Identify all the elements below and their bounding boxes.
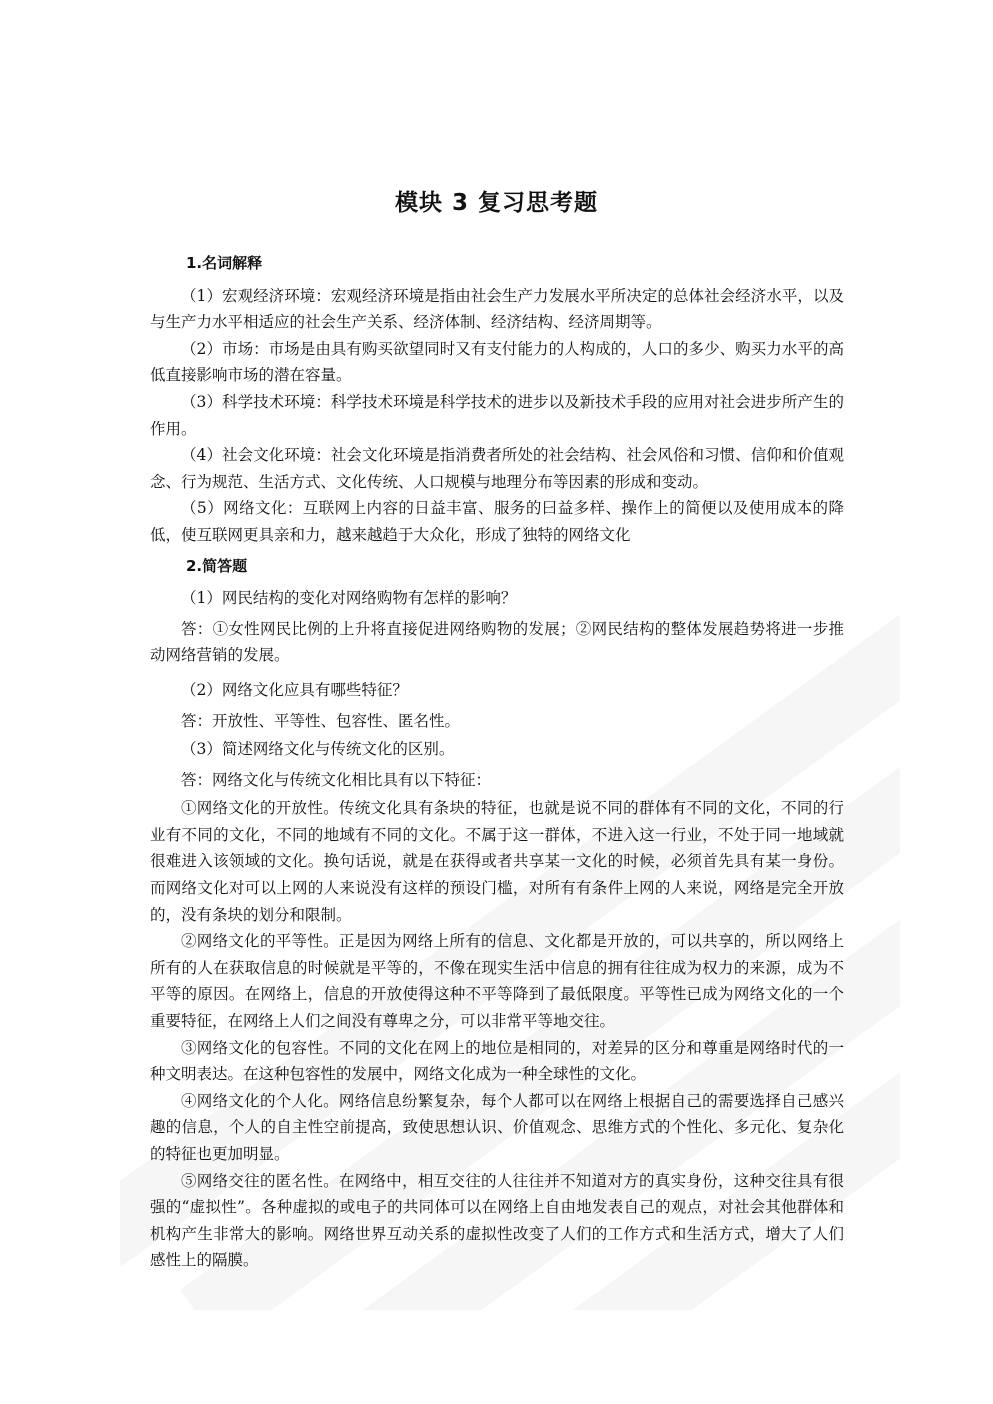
question: （3）简述网络文化与传统文化的区别。 <box>181 740 455 759</box>
term-definition: （2）市场：市场是由具有购买欲望同时又有支付能力的人构成的，人口的多少、购买力水平的高低直接影响市场的潜在容量。 <box>150 339 844 385</box>
answer: 答：网络文化与传统文化相比具有以下特征： <box>181 770 492 789</box>
answer: 答：①女性网民比例的上升将直接促进网络购物的发展；②网民结构的整体发展趋势将进一步推动网络营销的发展。 <box>150 619 844 665</box>
document-body <box>150 250 844 1274</box>
term-definition: （1）宏观经济环境：宏观经济环境是指由社会生产力发展水平所决定的总体社会经济水平，以及与生产力水平相适应的社会生产关系、经济体制、经济结构、经济周期等。 <box>150 286 844 332</box>
answer: 答：开放性、平等性、包容性、匿名性。 <box>181 711 461 730</box>
page-title: 模块 3 复习思考题 <box>394 190 599 216</box>
answer-point: ①网络文化的开放性。传统文化具有条块的特征，也就是说不同的群体有不同的文化，不同的行业有不同的文化，不同的地域有不同的文化。不属于这一群体，不进入这一行业，不处于同一地域就很难进入该领域的文化。换句话说，就是在获得或者共享某一文化的时候，必须首先具有某一身份。而网络文化对可以上网的人来说没有这样的预设门槛，对所有有条件上网的人来说，网络是完全开放的，没有条块的划分和限制。 <box>150 799 844 924</box>
answer-point: ③网络文化的包容性。不同的文化在网上的地位是相同的，对差异的区分和尊重是网络时代的一种文明表达。在这种包容性的发展中，网络文化成为一种全球性的文化。 <box>150 1038 844 1084</box>
question: （2）网络文化应具有哪些特征？ <box>181 680 408 699</box>
term-definition: （4）社会文化环境：社会文化环境是指消费者所处的社会结构、社会风俗和习惯、信仰和价值观念、行为规范、生活方式、文化传统、人口规模与地理分布等因素的形成和变动。 <box>150 446 844 491</box>
section-heading-2: 2.简答题 <box>186 556 248 575</box>
answer-point: ④网络文化的个人化。网络信息纷繁复杂，每个人都可以在网络上根据自己的需要选择自己感兴趣的信息，个人的自主性空前提高，致使思想认识、价值观念、思维方式的个性化、多元化、复杂化的特征也更加明显。 <box>150 1091 844 1163</box>
answer-point: ⑤网络交往的匿名性。在网络中，相互交往的人往往并不知道对方的真实身份，这种交往具有很强的“虚拟性”。各种虚拟的或电子的共同体可以在网络上自由地发表自己的观点，对社会其他群体和机构产生非常大的影响。网络世界互动关系的虚拟性改变了人们的工作方式和生活方式，增大了人们感性上的隔膜。 <box>150 1171 844 1270</box>
answer-point: ②网络文化的平等性。正是因为网络上所有的信息、文化都是开放的，可以共享的，所以网络上所有的人在获取信息的时候就是平等的，不像在现实生活中信息的拥有往往成为权力的来源，成为不平等的原因。在网络上，信息的开放使得这种不平等降到了最低限度。平等性已成为网络文化的一个重要特征，在网络上人们之间没有尊卑之分，可以非常平等地交往。 <box>150 932 844 1031</box>
term-definition: （3）科学技术环境：科学技术环境是科学技术的进步以及新技术手段的应用对社会进步所产生的作用。 <box>150 392 844 438</box>
question: （1）网民结构的变化对网络购物有怎样的影响？ <box>181 589 517 608</box>
section-heading-1: 1.名词解释 <box>186 254 263 272</box>
term-definition: （5）网络文化：互联网上内容的日益丰富、服务的曰益多样、操作上的简便以及使用成本的降低，使互联网更具亲和力，越来越趋于大众化，形成了独特的网络文化 <box>150 499 844 544</box>
